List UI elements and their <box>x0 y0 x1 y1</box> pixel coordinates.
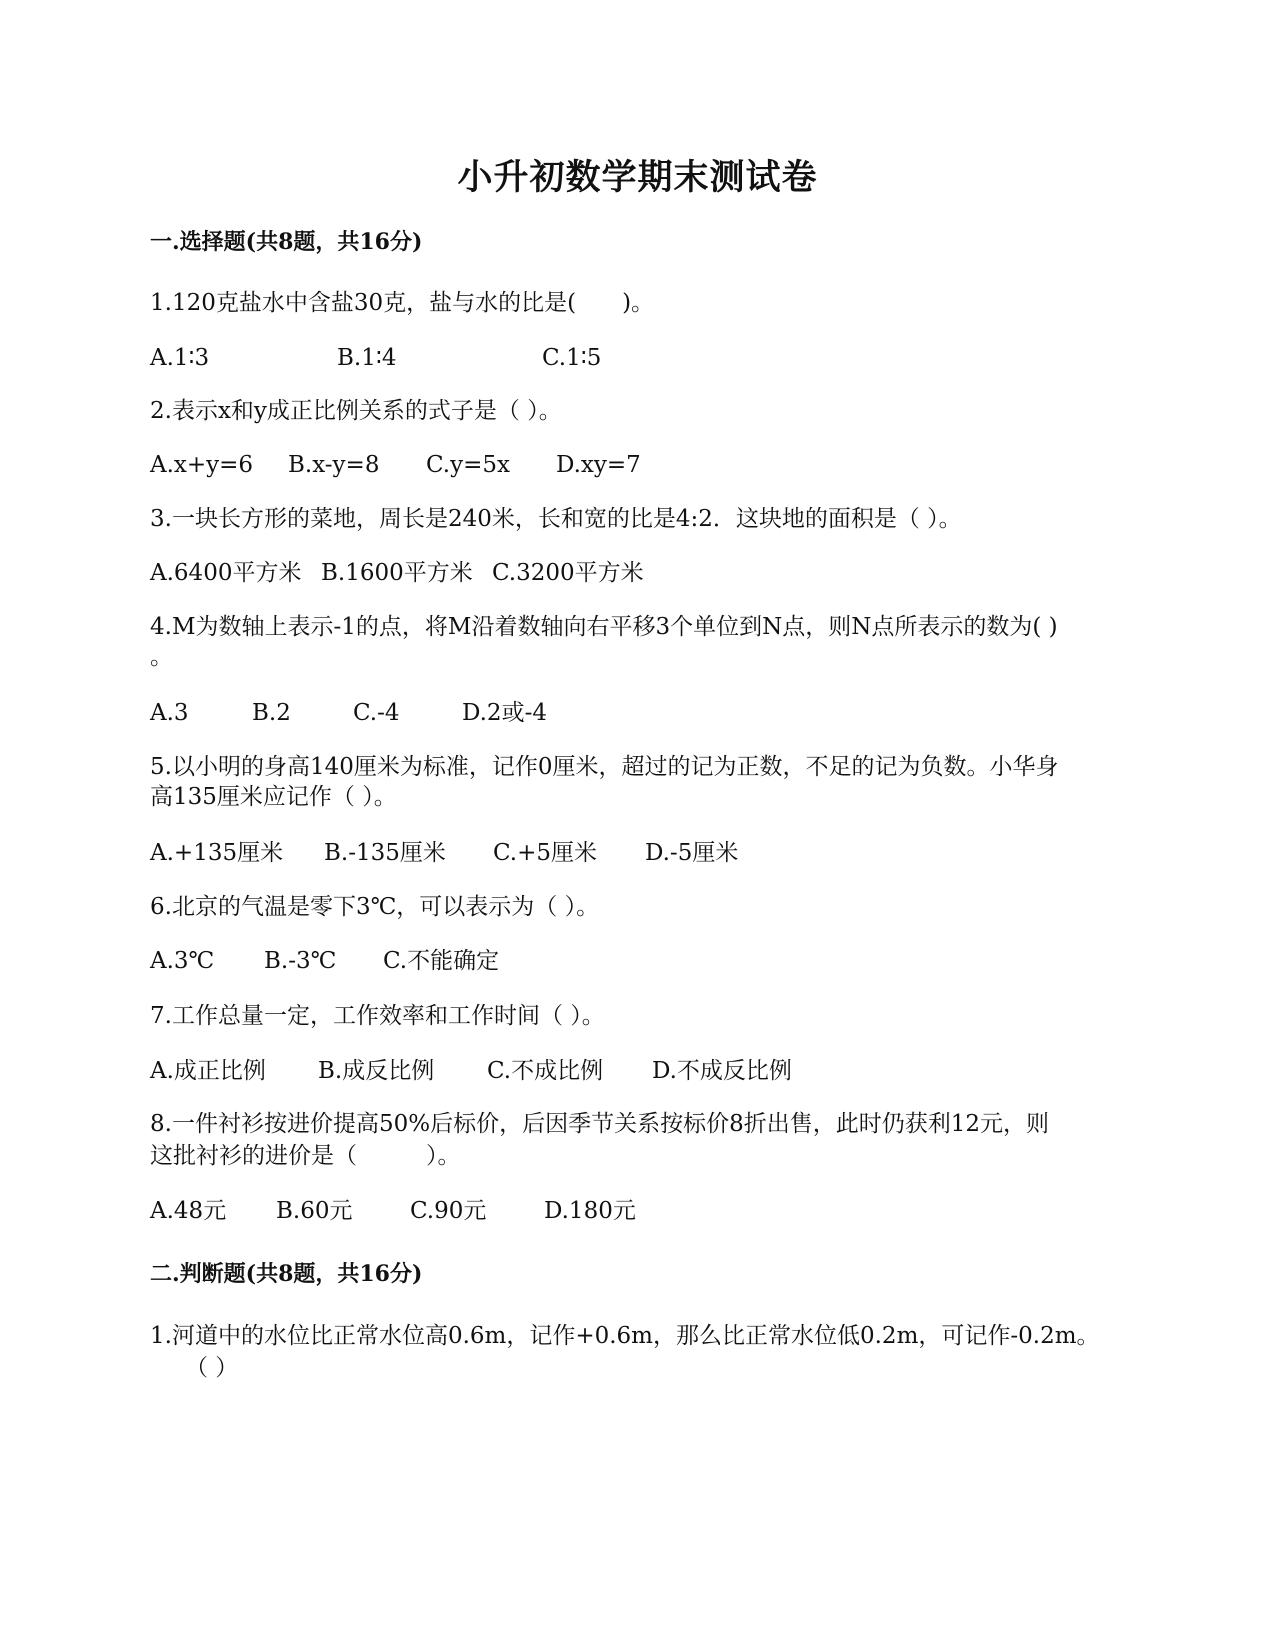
option: A.6400平方米 <box>150 560 302 586</box>
option: B.1600平方米 <box>321 560 473 586</box>
option: B.x-y=8 <box>288 452 380 478</box>
question-5-options <box>150 837 738 869</box>
option: B.1∶4 <box>337 345 397 371</box>
option: A.3 <box>150 700 189 726</box>
question-8-options <box>150 1195 636 1227</box>
option: A.1∶3 <box>150 345 210 371</box>
question-7: 7.工作总量一定，工作效率和工作时间（ ）。 <box>150 1003 605 1029</box>
question-4-options <box>150 697 547 729</box>
option: C.1∶5 <box>542 345 602 371</box>
question-8-cont: 这批衬衫的进价是（ ）。 <box>150 1143 461 1169</box>
question-6-options <box>150 945 499 977</box>
option: C.+5厘米 <box>493 840 597 866</box>
option: D.不成反比例 <box>652 1058 792 1084</box>
option: B.-135厘米 <box>324 840 446 866</box>
question-7-options <box>150 1055 792 1087</box>
option: D.-5厘米 <box>645 840 739 866</box>
judgement-1: 1.河道中的水位比正常水位高0.6m，记作+0.6m，那么比正常水位低0.2m，可记作-0.2m。 <box>150 1323 1100 1349</box>
option: A.x+y=6 <box>150 452 254 478</box>
option: C.y=5x <box>426 452 510 478</box>
question-8: 8.一件衬衫按进价提高50%后标价，后因季节关系按标价8折出售，此时仍获利12元，则 <box>150 1111 1049 1137</box>
option: A.3℃ <box>150 948 215 974</box>
option: C.90元 <box>410 1198 487 1224</box>
judgement-1-cont: （ ） <box>185 1355 239 1381</box>
option: C.-4 <box>353 700 400 726</box>
section-heading-choice: 一.选择题(共8题，共16分) <box>150 229 423 255</box>
question-5-cont: 高135厘米应记作（ ）。 <box>150 784 397 810</box>
option: B.2 <box>252 700 291 726</box>
question-1: 1.120克盐水中含盐30克，盐与水的比是( )。 <box>150 290 655 316</box>
page-title: 小升初数学期末测试卷 <box>457 157 818 198</box>
option: B.-3℃ <box>264 948 337 974</box>
option: D.xy=7 <box>556 452 641 478</box>
question-1-options <box>150 342 601 374</box>
option: D.180元 <box>544 1198 636 1224</box>
question-4-cont: 。 <box>150 644 173 670</box>
option: C.不成比例 <box>487 1058 604 1084</box>
option: B.60元 <box>276 1198 353 1224</box>
option: A.成正比例 <box>150 1058 266 1084</box>
question-4: 4.M为数轴上表示-1的点，将M沿着数轴向右平移3个单位到N点，则N点所表示的数为( ) <box>150 614 1058 640</box>
option: D.2或-4 <box>462 700 547 726</box>
option: A.+135厘米 <box>150 840 284 866</box>
option: A.48元 <box>150 1198 227 1224</box>
section-heading-judgement: 二.判断题(共8题，共16分) <box>150 1261 423 1287</box>
question-3: 3.一块长方形的菜地，周长是240米，长和宽的比是4:2．这块地的面积是（ ）。 <box>150 506 962 532</box>
option: C.不能确定 <box>383 948 500 974</box>
question-5: 5.以小明的身高140厘米为标准，记作0厘米，超过的记为正数，不足的记为负数。小华身 <box>150 754 1059 780</box>
question-6: 6.北京的气温是零下3℃，可以表示为（ ）。 <box>150 894 600 920</box>
question-2-options <box>150 449 641 481</box>
option: C.3200平方米 <box>492 560 644 586</box>
question-2: 2.表示x和y成正比例关系的式子是（ ）。 <box>150 398 562 424</box>
option: B.成反比例 <box>318 1058 435 1084</box>
question-3-options <box>150 557 644 589</box>
